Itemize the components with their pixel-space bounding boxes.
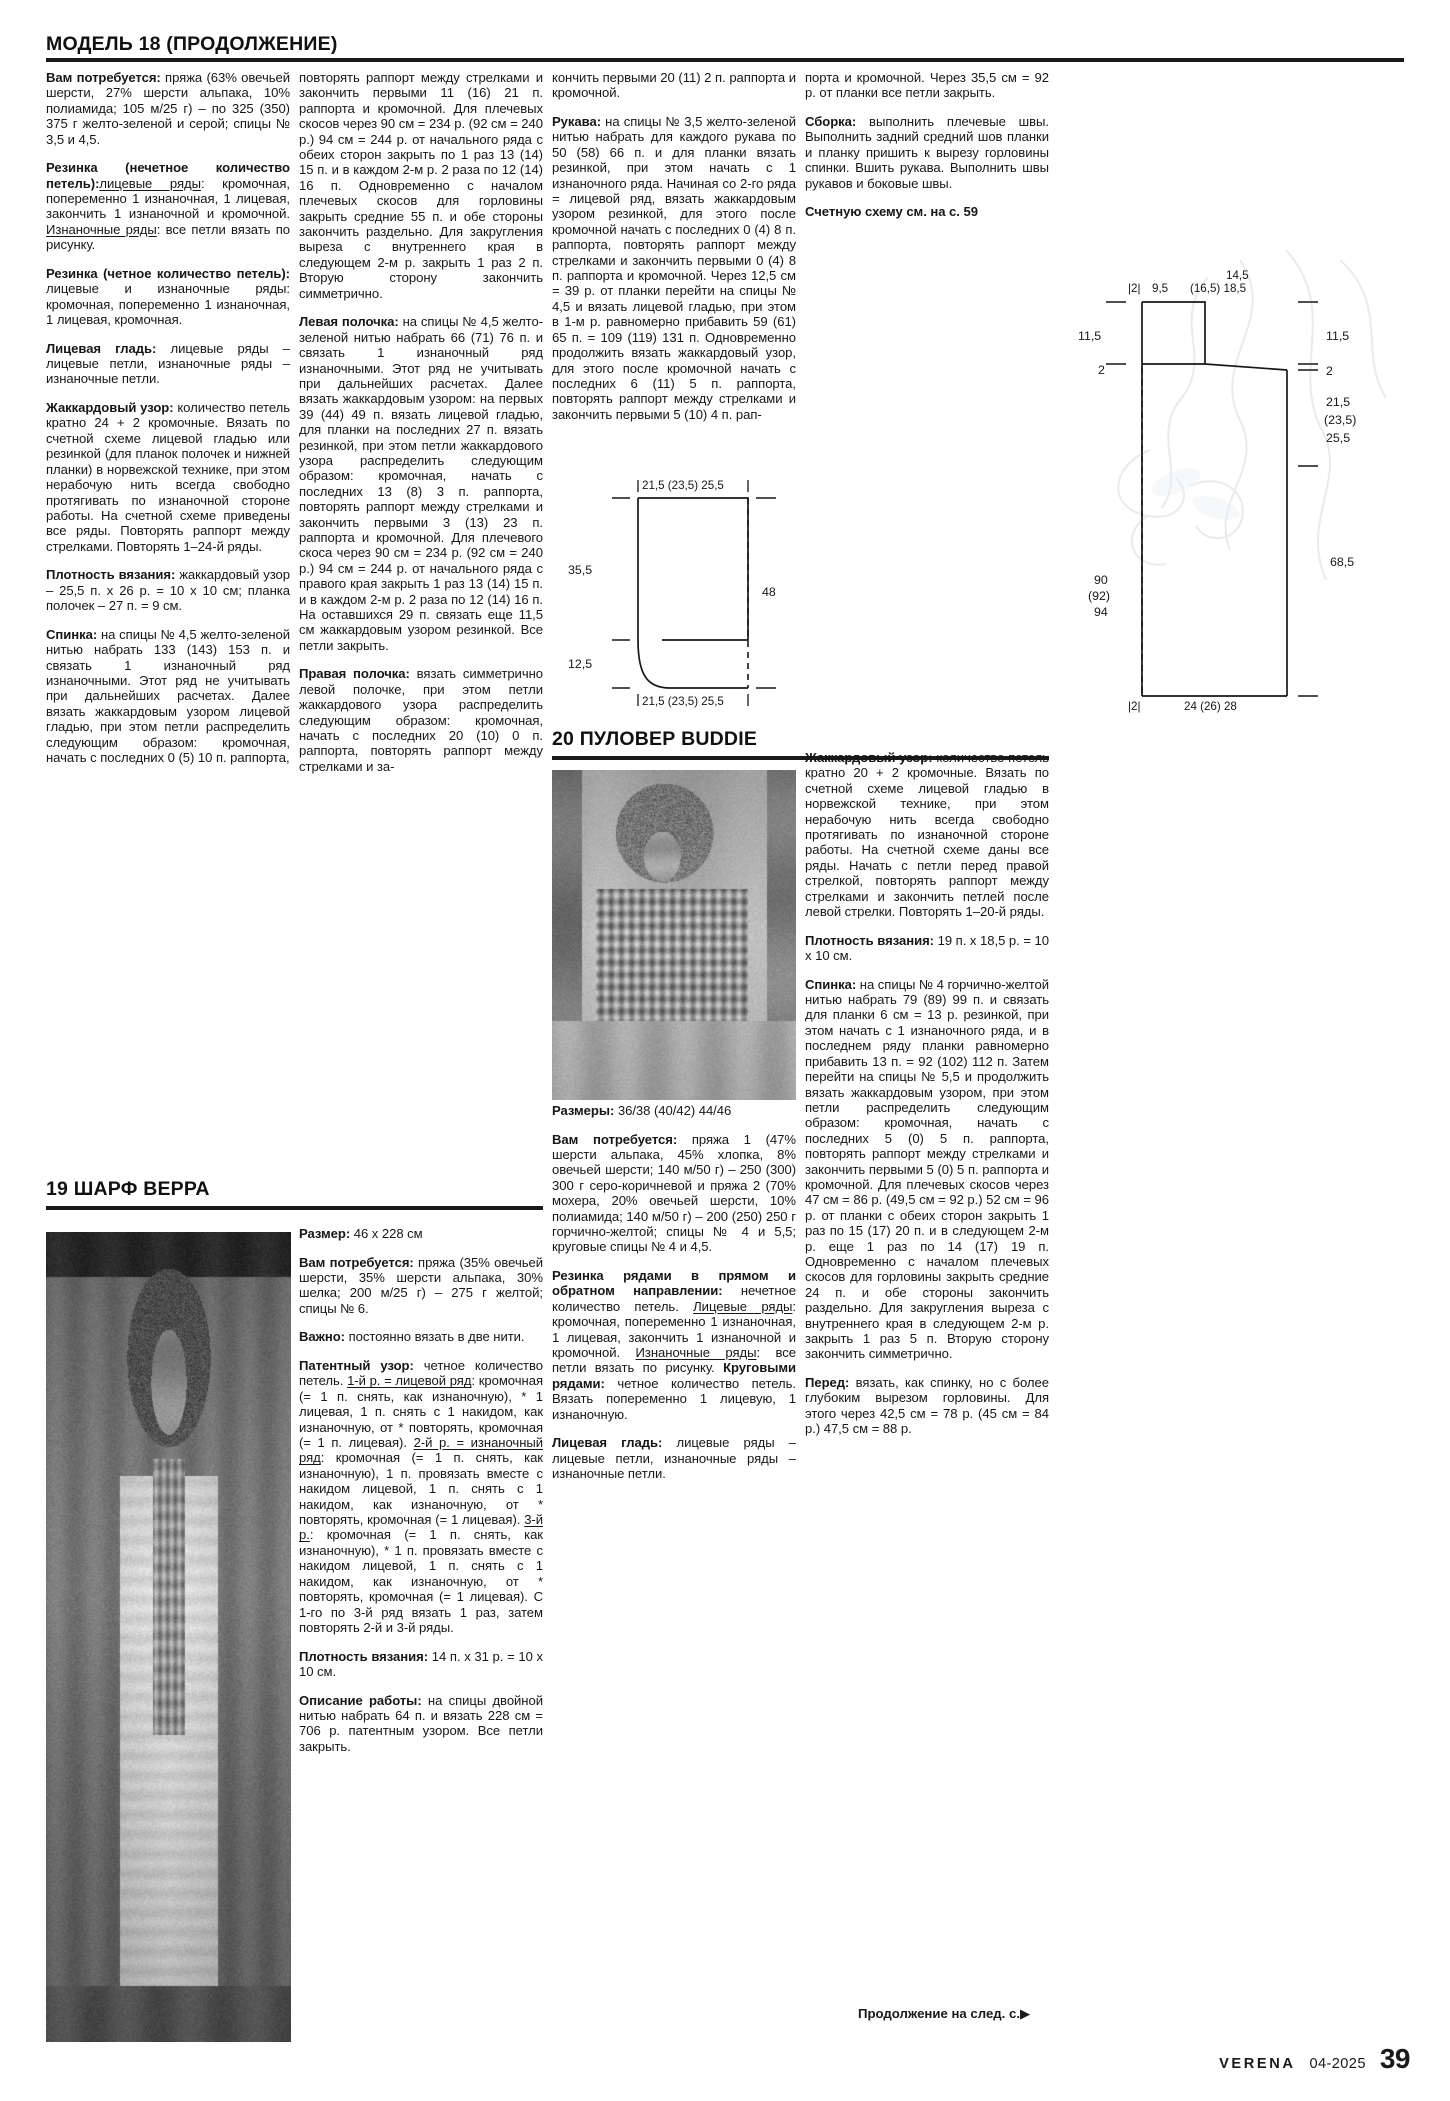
para-20-gauge: Плотность вязания: 19 п. x 18,5 р. = 10 x 10 см. xyxy=(805,932,1050,964)
para-19-important: Важно: постоянно вязать в две нити. xyxy=(299,1329,525,1345)
para-rib-odd: Резинка (нечетное количество петель):лицевые ряды: кромочная, попеременно 1 изнаночная, 1 лицевая, закончить 1 изнаночной и кромочной. Изнаночные ряды: все петли вязать по рисунку. xyxy=(46,160,290,253)
body-right-25-5: 25,5 xyxy=(1326,431,1351,445)
body-left-11-5: 11,5 xyxy=(1078,329,1102,343)
body-right-23-5: (23,5) xyxy=(1324,413,1357,427)
issue-number: 04-2025 xyxy=(1309,2056,1366,2072)
para-20-smooth: Лицевая гладь: лицевые ряды – лицевые петли, изнаночные ряды – изнаночные петли. xyxy=(552,1435,796,1482)
para-back: Спинка: на спицы № 4,5 желто-зеленой нитью набрать 133 (143) 153 п. и связать 1 изнаночный ряд изнаночными. Этот ряд не учитывать при дальнейших расчетах. Далее вязать жаккардовым узором лицевой гладью, при этом петли распределить следующим образом: кромочная, начать с последних 0 (5) 10 п. раппорта, xyxy=(46,626,290,765)
sleeve-cuff-height: 12,5 xyxy=(568,657,593,671)
para-stockinette: Лицевая гладь: лицевые ряды – лицевые петли, изнаночные ряды – изнаночные петли. xyxy=(46,340,290,387)
para-20-front: Перед: вязать, как спинку, но с более глубоким вырезом горловины. Для этого через 42,5 см = 78 р. (45 см = 84 р.) 47,5 см = 88 р. xyxy=(805,1375,1049,1437)
schematic-body xyxy=(1080,266,1400,711)
para-19-patent: Патентный узор: четное количество петель. 1-й р. = лицевой ряд: кромочная (= 1 п. снять, как изнаночную), * 1 лицевая, 1 п. снять с 1 накидом, как изнаночную, от * повторять, кромочная (= 1 п. лицевая). 2-й р. = изнаночный ряд: кромочная (= 1 п. снять, как изнаночную), 1 п. провязать вместе с накидом лицевой, 1 п. снять с 1 накидом, как изнаночную, от * повторять, кромочная (= 1 лицевая). 3-й р.: кромочная (= 1 п. снять, как изнаночную), * 1 п. провязать вместе с накидом лицевой, 1 п. снять с 1 накидом, как изнаночную, от * повторять, кромочная (= 1 лицевая). С 1-го по 3-й ряд вязать 1 раз, затем повторять 2-й и 3-й ряды. xyxy=(299,1358,543,1635)
body-right-2: 2 xyxy=(1326,364,1333,378)
para-19-yarn: Вам потребуется: пряжа (35% овечьей шерсти, 35% шерсти альпака, 30% шелка; 200 м/25 г) – 275 г желтой; спицы № 6. xyxy=(299,1254,543,1316)
para-19-work: Описание работы: на спицы двойной нитью набрать 64 п. и вязать 228 см = 706 р. патентным узором. Все петли закрыть. xyxy=(299,1692,543,1754)
body-center-92: (92) xyxy=(1088,589,1111,603)
body-right-21-5: 21,5 xyxy=(1326,395,1351,409)
text-column-4 xyxy=(805,70,1049,233)
body-left-2: 2 xyxy=(1098,363,1105,377)
text-column-model-20-left xyxy=(552,1103,796,1495)
para-sleeves-cont: порта и кромочной. Через 35,5 см = 92 р. от планки все петли закрыть. xyxy=(805,70,1049,101)
body-top-14-5: 14,5 xyxy=(1226,269,1249,282)
para-20-back: Спинка: на спицы № 4 горчично-желтой нитью набрать 79 (89) 99 п. и связать для планки 6 см = 13 р. резинкой, при этом начать с 1 изнаночного ряда, и в последнем ряду планки равномерно прибавить 13 п. = 92 (102) 112 п. Затем перейти на спицы № 5,5 и продолжить вязать жаккардовым узором, при этом петли распределить следующим образом: кромочная, начать с последних 5 (0) 5 п. раппорта, повторять раппорт между стрелками и закончить первыми 5 (0) 5 п. раппорта и кромочной. Для плечевых скосов через 47 см = 86 р. (49,5 см = 92 р.) 52 см = 96 р. от планки с обеих сторон закрыть 1 раз по 15 (17) 20 п. и в следующем 2-м р. еще 1 раз по 14 (17) 19 п. Одновременно с началом плечевых скосов для горловины закрыть средние 24 п. и обе стороны закончить раздельно. Для закругления выреза с внутреннего края в следующем 2-м р. закрыть 1 раз 5 п. Вторую сторону закончить симметрично. xyxy=(805,976,1049,1362)
magazine-name: VERENA xyxy=(1219,2056,1296,2072)
para-gauge: Плотность вязания: жаккардовый узор – 25,5 п. x 26 р. = 10 x 10 см; планка полочек – 27 п. = 9 см. xyxy=(46,567,291,614)
text-column-1 xyxy=(46,70,290,779)
sleeve-center-height: 48 xyxy=(762,585,776,599)
page-footer xyxy=(1219,2043,1410,2075)
sleeve-bottom-width: 21,5 (23,5) 25,5 xyxy=(642,695,724,708)
text-column-model-20-right xyxy=(805,750,1049,1450)
para-left-front: Левая полочка: на спицы № 4,5 желто-зеленой нитью набрать 66 (71) 76 п. и связать 1 изнаночный ряд изнаночными. Этот ряд не учитывать при дальнейших расчетах. Далее вязать жаккардовым узором: на первых 39 (44) 49 п. вязать лицевой гладью, для планки на последних 27 п. вязать резинкой, при этом петли жаккардового узора распределить следующим образом: кромочная, начать с последних 13 (8) 3 п. раппорта, повторять раппорт между стрелками и закончить первыми 3 (13) 23 п. раппорта и кромочной. Для плечевого скоса через 90 см = 234 р. (92 см = 240 р.) 94 см = 244 р. от начального ряда с правого края закрыть 1 раз 13 (14) 15 п. и в каждом 2-м р. 2 раза по 12 (14) 16 п. На оставшихся 29 п. связать еще 11,5 см жаккардовым узором резинкой. Все петли закрыть. xyxy=(299,314,544,653)
sleeve-top-width: 21,5 (23,5) 25,5 xyxy=(642,479,724,492)
para-19-gauge: Плотность вязания: 14 п. x 31 р. = 10 x 10 см. xyxy=(299,1648,544,1679)
para-rib-even: Резинка (четное количество петель): лицевые и изнаночные ряды: кромочная, попеременно 1 изнаночная, 1 лицевая, кромочная. xyxy=(46,265,290,328)
photo-model-20 xyxy=(552,770,796,1100)
body-top-band: |2| xyxy=(1128,282,1141,295)
section-rule-model-19 xyxy=(46,1206,543,1210)
para-materials: Вам потребуется: пряжа (63% овечьей шерсти, 27% шерсти альпака, 10% полиамида; 105 м/25 г) – по 325 (350) 375 г желто-зеленой и серой; спицы № 3,5 и 4,5. xyxy=(46,70,290,147)
body-right-68-5: 68,5 xyxy=(1330,555,1355,569)
text-column-3 xyxy=(552,70,796,435)
para-sleeves: Рукава: на спицы № 3,5 желто-зеленой нитью набрать для каждого рукава по 50 (58) 66 п. и для планки вязать резинкой, при этом начать с 1 изнаночного ряда. Начиная со 2-го ряда = лицевой ряд, вязать жаккардовым узором резинкой, для этого после кромочной начать с последних 0 (4) 8 п. раппорта, повторять раппорт между стрелками и закончить первыми 0 (4) 8 п. раппорта и кромочной. Через 12,5 см = 39 р. от планки перейти на спицы № 4,5 и вязать лицевой гладью, при этом в 1-м р. равномерно прибавить 59 (61) 65 п. = 109 (119) 131 п. Одновременно продолжить вязать жаккардовый узор, для этого после кромочной начать с последних 6 (11) 5 п. раппорта, повторять раппорт между стрелками и закончить первыми 5 (10) 4 п. рап- xyxy=(552,114,796,422)
photo-model-19 xyxy=(46,1232,291,2042)
section-title-model-20: 20 ПУЛОВЕР BUDDIE xyxy=(552,728,758,750)
body-top-16-5-18-5: (16,5) 18,5 xyxy=(1190,282,1247,295)
body-bottom-width: 24 (26) 28 xyxy=(1184,700,1237,713)
para-20-yarn: Вам потребуется: пряжа 1 (47% шерсти альпака, 45% хлопка, 8% овечьей шерсти; 140 м/50 г) – 250 (300) 300 г серо-коричневой и пряжа 2 (70% мохера, 20% овечьей шерсти, 10% полиамида; 140 м/50 г) – 200 (250) 250 г горчично-желтой; спицы № 4 и 5,5; круговые спицы № 4 и 4,5. xyxy=(552,1131,796,1255)
para-20-sizes: Размеры: 36/38 (40/42) 44/46 xyxy=(552,1103,732,1118)
body-bottom-band: |2| xyxy=(1128,700,1141,713)
para-assembly: Сборка: выполнить плечевые швы. Выполнить задний средний шов планки и планку пришить к вырезу горловины спинки. Вшить рукава. Выполнить швы рукавов и боковые швы. xyxy=(805,114,1049,191)
para-19-size: Размер: 46 x 228 см xyxy=(299,1226,423,1241)
continued-next-page: Продолжение на след. с.▶ xyxy=(858,2006,1031,2021)
body-top-9-5: 9,5 xyxy=(1152,282,1169,295)
schematic-sleeve xyxy=(568,476,800,708)
section-title-model-19: 19 ШАРФ ВЕРРА xyxy=(46,1178,210,1200)
text-column-model-19 xyxy=(299,1226,543,1767)
page-number: 39 xyxy=(1379,2043,1410,2074)
text-column-2 xyxy=(299,70,543,787)
sleeve-left-height: 35,5 xyxy=(568,563,593,577)
para-20-jacquard: Жаккардовый узор: количество петель кратно 20 + 2 кромочные. Вязать по счетной схеме лицевой гладью в норвежской технике, при этом нерабочую нить всегда свободно протягивать по изнаночной стороне работы. На счетной схеме даны все ряды. Начать с петли перед правой стрелкой, повторять раппорт между стрелками и закончить петлей после левой стрелки. Повторять 1–20-й ряды. xyxy=(805,750,1049,920)
para-right-front-cont: кончить первыми 20 (11) 2 п. раппорта и кромочной. xyxy=(552,70,796,101)
body-right-11-5: 11,5 xyxy=(1326,329,1350,343)
body-center-90: 90 xyxy=(1094,573,1108,587)
section-rule-model-18 xyxy=(46,58,1404,62)
body-center-94: 94 xyxy=(1094,605,1108,619)
para-right-front: Правая полочка: вязать симметрично левой полочке, при этом петли жаккардового узора распределить следующим образом: кромочная, начать с последних 20 (10) 0 п. раппорта, повторять раппорт между стрелками и за- xyxy=(299,666,543,774)
para-jacquard: Жаккардовый узор: количество петель кратно 24 + 2 кромочные. Вязать по счетной схеме лицевой гладью или резинкой (для планок полочек и нижней планки) в норвежской технике, при этом нерабочую нить всегда свободно протягивать по изнаночной стороне работы. На счетной схеме приведены все ряды. Повторять раппорт между стрелками. Повторять 1–24-й ряды. xyxy=(46,400,290,554)
para-20-rib: Резинка рядами в прямом и обратном направлении: нечетное количество петель. Лицевые ряды: кромочная, попеременно 1 изнаночная, 1 лицевая, закончить 1 изнаночной и кромочной. Изнаночные ряды: все петли вязать по рисунку. Круговыми рядами: четное количество петель. Вязать попеременно 1 лицевую, 1 изнаночную. xyxy=(552,1268,797,1422)
section-title-model-18: МОДЕЛЬ 18 (ПРОДОЛЖЕНИЕ) xyxy=(46,33,338,55)
para-chart-ref: Счетную схему см. на с. 59 xyxy=(805,204,978,220)
para-back-cont: повторять раппорт между стрелками и закончить первыми 11 (16) 21 п. раппорта и кромочной. Для плечевых скосов через 90 см = 234 р. (92 см = 240 р.) 94 см = 244 р. от начального ряда с обеих сторон закрыть по 1 раз 13 (14) 15 п. и в каждом 2-м р. 2 раза по 12 (14) 16 п. Одновременно с началом плечевых скосов для горловины закрыть средние 55 п. и обе стороны закончить раздельно. Для закругления выреза с внутреннего края в следующем 2-м р. закрыть 1 раз 2 п. Вторую сторону закончить симметрично. xyxy=(299,70,543,301)
